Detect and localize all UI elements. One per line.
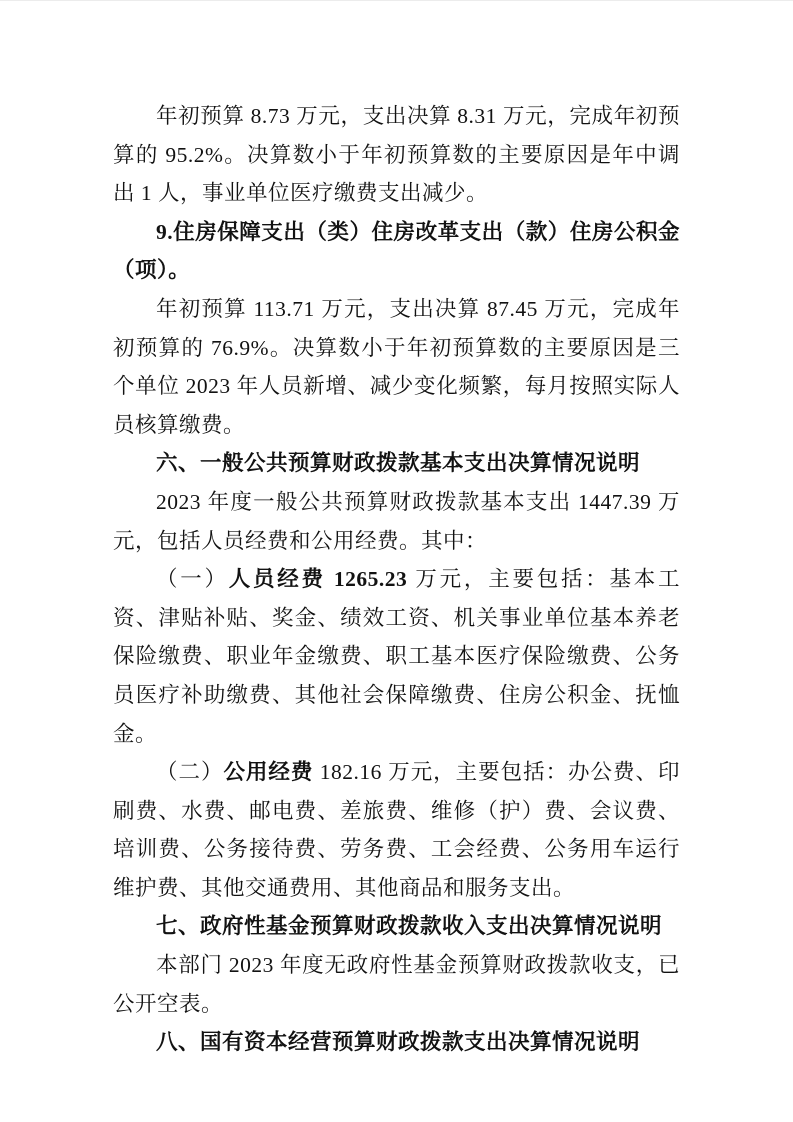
paragraph (113, 946, 680, 1023)
text-run: 182.16 万元，主要包括：办公费、印刷费、水费、邮电费、差旅费、维修（护）费、会议费、培训费、公务接待费、劳务费、工会经费、公务用车运行维护费、其他交通费用、其他商品和服务支出。 (113, 760, 680, 900)
paragraph (113, 213, 680, 290)
text-run: 本部门 2023 年度无政府性基金预算财政拨款收支，已公开空表。 (113, 953, 680, 1016)
section-heading (113, 1023, 680, 1062)
paragraph (113, 290, 680, 444)
text-run: 人员经费 1265.23 (228, 567, 408, 592)
text-run: （一） (156, 567, 229, 592)
text-run: 七、政府性基金预算财政拨款收入支出决算情况说明 (156, 914, 663, 939)
text-run: （二） (156, 760, 224, 785)
paragraph (113, 560, 680, 753)
paragraph (113, 97, 680, 213)
text-run: 2023 年度一般公共预算财政拨款基本支出 1447.39 万元，包括人员经费和公用经费。其中： (113, 489, 680, 553)
section-heading (113, 444, 680, 483)
text-run: 公用经费 (223, 760, 314, 785)
text-run: 六、一般公共预算财政拨款基本支出决算情况说明 (156, 451, 641, 476)
text-run: 9.住房保障支出（类）住房改革支出（款）住房公积金（项）。 (113, 219, 680, 283)
text-run: 八、国有资本经营预算财政拨款支出决算情况说明 (156, 1030, 641, 1055)
section-heading (113, 907, 680, 946)
document-body (113, 97, 680, 1062)
paragraph (113, 483, 680, 560)
text-run: 万元，主要包括：基本工资、津贴补贴、奖金、绩效工资、机关事业单位基本养老保险缴费、职业年金缴费、职工基本医疗保险缴费、公务员医疗补助缴费、其他社会保障缴费、住房公积金、抚恤金。 (113, 567, 680, 746)
paragraph (113, 753, 680, 907)
text-run: 年初预算 8.73 万元，支出决算 8.31 万元，完成年初预算的 95.2%。决算数小于年初预算数的主要原因是年中调出 1 人，事业单位医疗缴费支出减少。 (113, 104, 680, 206)
text-run: 年初预算 113.71 万元，支出决算 87.45 万元，完成年初预算的 76.9%。决算数小于年初预算数的主要原因是三个单位 2023 年人员新增、减少变化频繁，每月按照实际人员核算缴费。 (113, 296, 680, 437)
